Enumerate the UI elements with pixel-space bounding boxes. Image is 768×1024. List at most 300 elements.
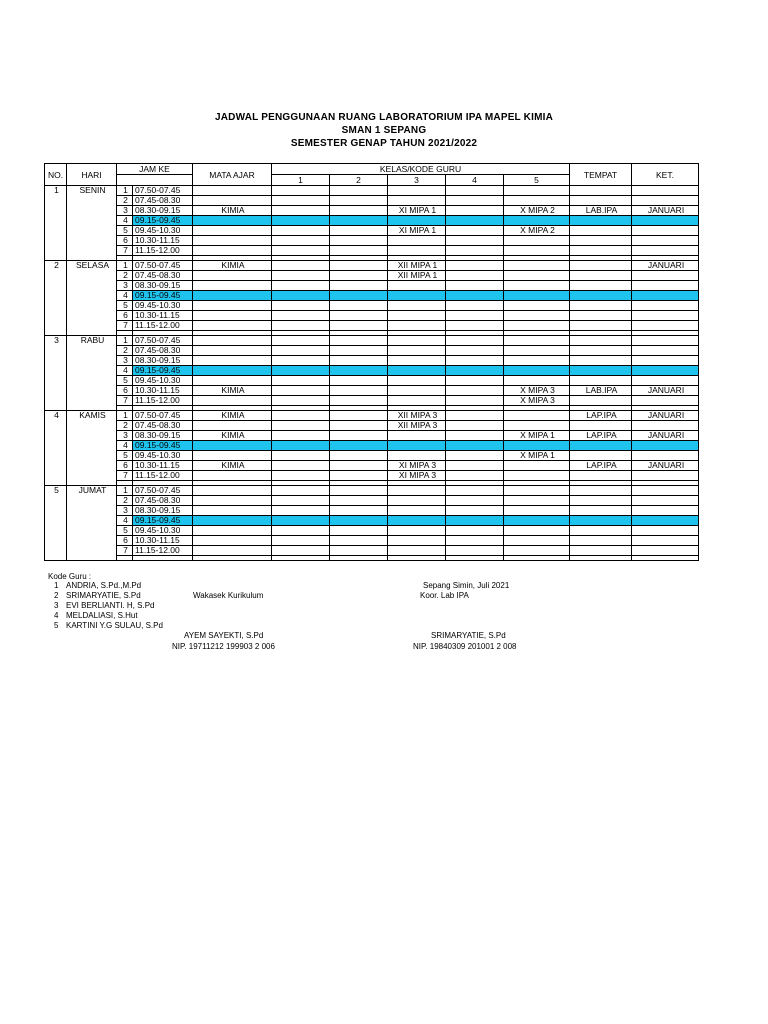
kelas-guru-3-cell bbox=[388, 506, 446, 516]
day-name: KAMIS bbox=[67, 411, 117, 486]
ket-cell bbox=[632, 281, 699, 291]
kelas-guru-5-cell bbox=[504, 441, 570, 451]
kelas-guru-5-cell bbox=[504, 526, 570, 536]
kode-guru-title: Kode Guru : bbox=[48, 572, 92, 581]
jam-time: 11.15-12.00 bbox=[133, 321, 193, 331]
kelas-guru-5-cell bbox=[504, 291, 570, 301]
kelas-guru-3-cell bbox=[388, 246, 446, 256]
jam-number: 3 bbox=[117, 206, 133, 216]
jam-number: 5 bbox=[117, 376, 133, 386]
ket-cell bbox=[632, 526, 699, 536]
jam-number: 1 bbox=[117, 411, 133, 421]
jam-number: 6 bbox=[117, 386, 133, 396]
tempat-cell bbox=[570, 246, 632, 256]
kelas-guru-3-cell bbox=[388, 311, 446, 321]
jam-time: 08.30-09.15 bbox=[133, 356, 193, 366]
schedule-row bbox=[45, 506, 699, 516]
kelas-guru-5-cell: X MIPA 1 bbox=[504, 451, 570, 461]
tempat-cell bbox=[570, 226, 632, 236]
kelas-guru-2-cell bbox=[330, 196, 388, 206]
ket-cell bbox=[632, 486, 699, 496]
jam-time: 07.50-07.45 bbox=[133, 486, 193, 496]
ket-cell: JANUARI bbox=[632, 431, 699, 441]
schedule-row bbox=[45, 246, 699, 256]
kelas-guru-2-cell bbox=[330, 186, 388, 196]
mata-ajar-cell bbox=[193, 536, 272, 546]
header-guru-3: 3 bbox=[388, 175, 446, 186]
jam-number: 7 bbox=[117, 246, 133, 256]
kelas-guru-1-cell bbox=[272, 411, 330, 421]
kelas-guru-1-cell bbox=[272, 376, 330, 386]
kelas-guru-5-cell bbox=[504, 186, 570, 196]
jam-time: 08.30-09.15 bbox=[133, 206, 193, 216]
teacher-name: SRIMARYATIE, S.Pd bbox=[66, 591, 141, 600]
jam-time: 07.50-07.45 bbox=[133, 261, 193, 271]
ket-cell bbox=[632, 441, 699, 451]
kelas-guru-3-cell: XII MIPA 1 bbox=[388, 271, 446, 281]
jam-time: 09.15-09.45 bbox=[133, 366, 193, 376]
kelas-guru-4-cell bbox=[446, 271, 504, 281]
right-signer-name: SRIMARYATIE, S.Pd bbox=[431, 631, 506, 640]
separator-cell bbox=[632, 556, 699, 561]
mata-ajar-cell bbox=[193, 216, 272, 226]
ket-cell: JANUARI bbox=[632, 206, 699, 216]
mata-ajar-cell bbox=[193, 441, 272, 451]
day-number: 3 bbox=[45, 336, 67, 411]
mata-ajar-cell bbox=[193, 421, 272, 431]
mata-ajar-cell: KIMIA bbox=[193, 431, 272, 441]
ket-cell bbox=[632, 496, 699, 506]
tempat-cell bbox=[570, 451, 632, 461]
jam-number: 7 bbox=[117, 471, 133, 481]
kelas-guru-2-cell bbox=[330, 301, 388, 311]
kelas-guru-1-cell bbox=[272, 461, 330, 471]
tempat-cell bbox=[570, 301, 632, 311]
kelas-guru-2-cell bbox=[330, 261, 388, 271]
kelas-guru-2-cell bbox=[330, 321, 388, 331]
jam-number: 2 bbox=[117, 421, 133, 431]
jam-time: 07.50-07.45 bbox=[133, 411, 193, 421]
jam-time: 09.15-09.45 bbox=[133, 216, 193, 226]
kelas-guru-3-cell: XII MIPA 1 bbox=[388, 261, 446, 271]
schedule-row bbox=[45, 291, 699, 301]
kelas-guru-4-cell bbox=[446, 431, 504, 441]
kelas-guru-4-cell bbox=[446, 441, 504, 451]
kelas-guru-3-cell: XI MIPA 1 bbox=[388, 226, 446, 236]
kelas-guru-2-cell bbox=[330, 486, 388, 496]
kelas-guru-1-cell bbox=[272, 526, 330, 536]
mata-ajar-cell bbox=[193, 281, 272, 291]
ket-cell bbox=[632, 506, 699, 516]
tempat-cell bbox=[570, 291, 632, 301]
kelas-guru-4-cell bbox=[446, 226, 504, 236]
title-line-2: SMAN 1 SEPANG bbox=[341, 125, 427, 136]
mata-ajar-cell bbox=[193, 321, 272, 331]
teacher-code: 4 bbox=[54, 611, 59, 620]
kelas-guru-4-cell bbox=[446, 516, 504, 526]
kelas-guru-3-cell bbox=[388, 346, 446, 356]
jam-time: 07.45-08.30 bbox=[133, 496, 193, 506]
jam-number: 1 bbox=[117, 486, 133, 496]
tempat-cell bbox=[570, 486, 632, 496]
kelas-guru-1-cell bbox=[272, 386, 330, 396]
kelas-guru-3-cell bbox=[388, 186, 446, 196]
header-guru-5: 5 bbox=[504, 175, 570, 186]
tempat-cell bbox=[570, 536, 632, 546]
left-signer-role: Wakasek Kurikulum bbox=[193, 591, 264, 600]
kelas-guru-1-cell bbox=[272, 261, 330, 271]
kelas-guru-3-cell: XI MIPA 1 bbox=[388, 206, 446, 216]
header-kelas: KELAS/KODE GURU bbox=[272, 164, 570, 175]
tempat-cell bbox=[570, 441, 632, 451]
kelas-guru-2-cell bbox=[330, 496, 388, 506]
kelas-guru-5-cell bbox=[504, 486, 570, 496]
schedule-row bbox=[45, 226, 699, 236]
jam-time: 11.15-12.00 bbox=[133, 246, 193, 256]
teacher-name: MELDALIASI, S.Hut bbox=[66, 611, 138, 620]
schedule-body bbox=[45, 186, 699, 561]
schedule-row bbox=[45, 461, 699, 471]
ket-cell: JANUARI bbox=[632, 261, 699, 271]
header-tempat: TEMPAT bbox=[570, 164, 632, 186]
schedule-row bbox=[45, 496, 699, 506]
kelas-guru-1-cell bbox=[272, 216, 330, 226]
kelas-guru-1-cell bbox=[272, 311, 330, 321]
header-no: NO. bbox=[45, 164, 67, 186]
teacher-code: 5 bbox=[54, 621, 59, 630]
teacher-code: 1 bbox=[54, 581, 59, 590]
tempat-cell: LAP.IPA bbox=[570, 431, 632, 441]
kelas-guru-4-cell bbox=[446, 291, 504, 301]
kelas-guru-5-cell bbox=[504, 421, 570, 431]
jam-number: 6 bbox=[117, 311, 133, 321]
jam-number: 4 bbox=[117, 216, 133, 226]
kelas-guru-1-cell bbox=[272, 356, 330, 366]
kelas-guru-1-cell bbox=[272, 281, 330, 291]
teacher-name: KARTINI Y.G SULAU, S.Pd bbox=[66, 621, 163, 630]
kelas-guru-2-cell bbox=[330, 356, 388, 366]
kelas-guru-4-cell bbox=[446, 301, 504, 311]
kelas-guru-5-cell bbox=[504, 411, 570, 421]
ket-cell bbox=[632, 516, 699, 526]
jam-time: 09.45-10.30 bbox=[133, 226, 193, 236]
kelas-guru-4-cell bbox=[446, 451, 504, 461]
kelas-guru-2-cell bbox=[330, 536, 388, 546]
kelas-guru-5-cell: X MIPA 2 bbox=[504, 206, 570, 216]
jam-number: 6 bbox=[117, 236, 133, 246]
kelas-guru-1-cell bbox=[272, 226, 330, 236]
schedule-row bbox=[45, 216, 699, 226]
schedule-row bbox=[45, 386, 699, 396]
kelas-guru-2-cell bbox=[330, 441, 388, 451]
jam-time: 07.50-07.45 bbox=[133, 186, 193, 196]
jam-time: 09.45-10.30 bbox=[133, 376, 193, 386]
kelas-guru-3-cell bbox=[388, 356, 446, 366]
right-signer-role: Koor. Lab IPA bbox=[420, 591, 469, 600]
kelas-guru-2-cell bbox=[330, 226, 388, 236]
kelas-guru-2-cell bbox=[330, 206, 388, 216]
separator-cell bbox=[133, 556, 193, 561]
jam-number: 3 bbox=[117, 506, 133, 516]
mata-ajar-cell bbox=[193, 366, 272, 376]
tempat-cell bbox=[570, 281, 632, 291]
kelas-guru-4-cell bbox=[446, 461, 504, 471]
schedule-row bbox=[45, 471, 699, 481]
kelas-guru-3-cell bbox=[388, 536, 446, 546]
right-signer-nip: NIP. 19840309 201001 2 008 bbox=[413, 642, 517, 651]
jam-number: 2 bbox=[117, 271, 133, 281]
header-guru-4: 4 bbox=[446, 175, 504, 186]
schedule-row bbox=[45, 536, 699, 546]
mata-ajar-cell bbox=[193, 236, 272, 246]
kelas-guru-1-cell bbox=[272, 246, 330, 256]
teacher-name: EVI BERLIANTI. H, S.Pd bbox=[66, 601, 155, 610]
mata-ajar-cell bbox=[193, 336, 272, 346]
kelas-guru-2-cell bbox=[330, 451, 388, 461]
ket-cell bbox=[632, 336, 699, 346]
tempat-cell bbox=[570, 311, 632, 321]
tempat-cell bbox=[570, 186, 632, 196]
kelas-guru-3-cell: XII MIPA 3 bbox=[388, 421, 446, 431]
day-number: 5 bbox=[45, 486, 67, 561]
schedule-row bbox=[45, 366, 699, 376]
mata-ajar-cell bbox=[193, 496, 272, 506]
kelas-guru-3-cell: XI MIPA 3 bbox=[388, 471, 446, 481]
schedule-row bbox=[45, 186, 699, 196]
jam-time: 08.30-09.15 bbox=[133, 431, 193, 441]
schedule-row bbox=[45, 321, 699, 331]
kelas-guru-5-cell: X MIPA 1 bbox=[504, 431, 570, 441]
ket-cell bbox=[632, 291, 699, 301]
schedule-row bbox=[45, 271, 699, 281]
jam-number: 4 bbox=[117, 291, 133, 301]
header-guru-1: 1 bbox=[272, 175, 330, 186]
jam-number: 3 bbox=[117, 356, 133, 366]
mata-ajar-cell bbox=[193, 526, 272, 536]
kelas-guru-3-cell bbox=[388, 366, 446, 376]
kelas-guru-5-cell bbox=[504, 281, 570, 291]
separator-cell bbox=[330, 556, 388, 561]
tempat-cell bbox=[570, 506, 632, 516]
jam-time: 10.30-11.15 bbox=[133, 536, 193, 546]
kelas-guru-4-cell bbox=[446, 546, 504, 556]
jam-number: 1 bbox=[117, 186, 133, 196]
mata-ajar-cell bbox=[193, 506, 272, 516]
jam-time: 11.15-12.00 bbox=[133, 471, 193, 481]
jam-time: 09.45-10.30 bbox=[133, 301, 193, 311]
mata-ajar-cell bbox=[193, 311, 272, 321]
ket-cell bbox=[632, 451, 699, 461]
jam-time: 09.15-09.45 bbox=[133, 516, 193, 526]
mata-ajar-cell: KIMIA bbox=[193, 261, 272, 271]
tempat-cell bbox=[570, 216, 632, 226]
kelas-guru-2-cell bbox=[330, 461, 388, 471]
tempat-cell bbox=[570, 321, 632, 331]
mata-ajar-cell: KIMIA bbox=[193, 461, 272, 471]
ket-cell bbox=[632, 346, 699, 356]
ket-cell bbox=[632, 311, 699, 321]
kelas-guru-4-cell bbox=[446, 411, 504, 421]
ket-cell: JANUARI bbox=[632, 411, 699, 421]
jam-time: 10.30-11.15 bbox=[133, 311, 193, 321]
jam-time: 07.45-08.30 bbox=[133, 271, 193, 281]
jam-number: 6 bbox=[117, 461, 133, 471]
kelas-guru-2-cell bbox=[330, 311, 388, 321]
schedule-row bbox=[45, 526, 699, 536]
kelas-guru-4-cell bbox=[446, 321, 504, 331]
mata-ajar-cell bbox=[193, 396, 272, 406]
kelas-guru-1-cell bbox=[272, 196, 330, 206]
header-guru-2: 2 bbox=[330, 175, 388, 186]
tempat-cell bbox=[570, 196, 632, 206]
ket-cell bbox=[632, 236, 699, 246]
kelas-guru-1-cell bbox=[272, 236, 330, 246]
kelas-guru-4-cell bbox=[446, 506, 504, 516]
schedule-row bbox=[45, 346, 699, 356]
separator-cell bbox=[388, 556, 446, 561]
mata-ajar-cell bbox=[193, 226, 272, 236]
ket-cell bbox=[632, 471, 699, 481]
jam-time: 10.30-11.15 bbox=[133, 236, 193, 246]
teacher-code: 2 bbox=[54, 591, 59, 600]
kelas-guru-1-cell bbox=[272, 396, 330, 406]
kelas-guru-3-cell bbox=[388, 396, 446, 406]
schedule-row bbox=[45, 546, 699, 556]
jam-time: 10.30-11.15 bbox=[133, 386, 193, 396]
kelas-guru-3-cell bbox=[388, 216, 446, 226]
schedule-row bbox=[45, 336, 699, 346]
tempat-cell bbox=[570, 236, 632, 246]
day-name: SELASA bbox=[67, 261, 117, 336]
kelas-guru-4-cell bbox=[446, 496, 504, 506]
kelas-guru-1-cell bbox=[272, 431, 330, 441]
header-row-1 bbox=[45, 164, 699, 175]
jam-number: 3 bbox=[117, 281, 133, 291]
mata-ajar-cell: KIMIA bbox=[193, 206, 272, 216]
tempat-cell bbox=[570, 471, 632, 481]
tempat-cell bbox=[570, 546, 632, 556]
document-titles bbox=[0, 111, 768, 150]
mata-ajar-cell bbox=[193, 186, 272, 196]
kelas-guru-3-cell bbox=[388, 281, 446, 291]
ket-cell bbox=[632, 226, 699, 236]
kelas-guru-5-cell bbox=[504, 366, 570, 376]
mata-ajar-cell bbox=[193, 486, 272, 496]
kelas-guru-4-cell bbox=[446, 216, 504, 226]
kelas-guru-1-cell bbox=[272, 291, 330, 301]
kelas-guru-3-cell: XII MIPA 3 bbox=[388, 411, 446, 421]
ket-cell bbox=[632, 186, 699, 196]
kelas-guru-3-cell bbox=[388, 336, 446, 346]
kelas-guru-2-cell bbox=[330, 471, 388, 481]
schedule-row bbox=[45, 376, 699, 386]
kelas-guru-5-cell bbox=[504, 356, 570, 366]
kelas-guru-5-cell bbox=[504, 301, 570, 311]
kelas-guru-4-cell bbox=[446, 246, 504, 256]
kelas-guru-4-cell bbox=[446, 281, 504, 291]
kelas-guru-3-cell bbox=[388, 321, 446, 331]
jam-number: 5 bbox=[117, 451, 133, 461]
header-mata-ajar: MATA AJAR bbox=[193, 164, 272, 186]
mata-ajar-cell bbox=[193, 291, 272, 301]
kelas-guru-5-cell bbox=[504, 196, 570, 206]
jam-number: 5 bbox=[117, 526, 133, 536]
kelas-guru-5-cell bbox=[504, 261, 570, 271]
mata-ajar-cell bbox=[193, 471, 272, 481]
ket-cell bbox=[632, 271, 699, 281]
kelas-guru-4-cell bbox=[446, 186, 504, 196]
ket-cell bbox=[632, 216, 699, 226]
jam-number: 2 bbox=[117, 496, 133, 506]
day-name: JUMAT bbox=[67, 486, 117, 561]
jam-number: 4 bbox=[117, 366, 133, 376]
kelas-guru-4-cell bbox=[446, 311, 504, 321]
header-hari: HARI bbox=[67, 164, 117, 186]
schedule-row bbox=[45, 421, 699, 431]
place-date: Sepang Simin, Juli 2021 bbox=[423, 581, 510, 590]
jam-time: 08.30-09.15 bbox=[133, 281, 193, 291]
ket-cell bbox=[632, 396, 699, 406]
tempat-cell bbox=[570, 346, 632, 356]
tempat-cell bbox=[570, 376, 632, 386]
tempat-cell bbox=[570, 496, 632, 506]
schedule-row bbox=[45, 441, 699, 451]
jam-time: 09.15-09.45 bbox=[133, 441, 193, 451]
schedule-row bbox=[45, 301, 699, 311]
teacher-code: 3 bbox=[54, 601, 59, 610]
jam-time: 09.45-10.30 bbox=[133, 451, 193, 461]
kelas-guru-5-cell: X MIPA 3 bbox=[504, 386, 570, 396]
mata-ajar-cell bbox=[193, 516, 272, 526]
jam-number: 1 bbox=[117, 261, 133, 271]
mata-ajar-cell bbox=[193, 196, 272, 206]
kelas-guru-5-cell: X MIPA 2 bbox=[504, 226, 570, 236]
kelas-guru-2-cell bbox=[330, 546, 388, 556]
kelas-guru-4-cell bbox=[446, 206, 504, 216]
kelas-guru-3-cell bbox=[388, 451, 446, 461]
kelas-guru-4-cell bbox=[446, 486, 504, 496]
jam-number: 4 bbox=[117, 516, 133, 526]
kelas-guru-5-cell bbox=[504, 536, 570, 546]
jam-time: 11.15-12.00 bbox=[133, 396, 193, 406]
separator-cell bbox=[570, 556, 632, 561]
kelas-guru-2-cell bbox=[330, 246, 388, 256]
kelas-guru-3-cell bbox=[388, 516, 446, 526]
kelas-guru-4-cell bbox=[446, 336, 504, 346]
jam-number: 3 bbox=[117, 431, 133, 441]
schedule-row bbox=[45, 486, 699, 496]
kelas-guru-1-cell bbox=[272, 346, 330, 356]
tempat-cell bbox=[570, 396, 632, 406]
kelas-guru-2-cell bbox=[330, 411, 388, 421]
jam-time: 09.45-10.30 bbox=[133, 526, 193, 536]
title-line-1: JADWAL PENGGUNAAN RUANG LABORATORIUM IPA MAPEL KIMIA bbox=[215, 112, 553, 123]
left-signer-name: AYEM SAYEKTI, S.Pd bbox=[184, 631, 264, 640]
ket-cell: JANUARI bbox=[632, 386, 699, 396]
ket-cell bbox=[632, 376, 699, 386]
kelas-guru-1-cell bbox=[272, 186, 330, 196]
kelas-guru-2-cell bbox=[330, 376, 388, 386]
jam-time: 11.15-12.00 bbox=[133, 546, 193, 556]
kelas-guru-4-cell bbox=[446, 346, 504, 356]
jam-time: 07.45-08.30 bbox=[133, 421, 193, 431]
tempat-cell bbox=[570, 526, 632, 536]
kelas-guru-3-cell bbox=[388, 486, 446, 496]
ket-cell bbox=[632, 536, 699, 546]
day-name: SENIN bbox=[67, 186, 117, 261]
tempat-cell bbox=[570, 271, 632, 281]
ket-cell: JANUARI bbox=[632, 461, 699, 471]
